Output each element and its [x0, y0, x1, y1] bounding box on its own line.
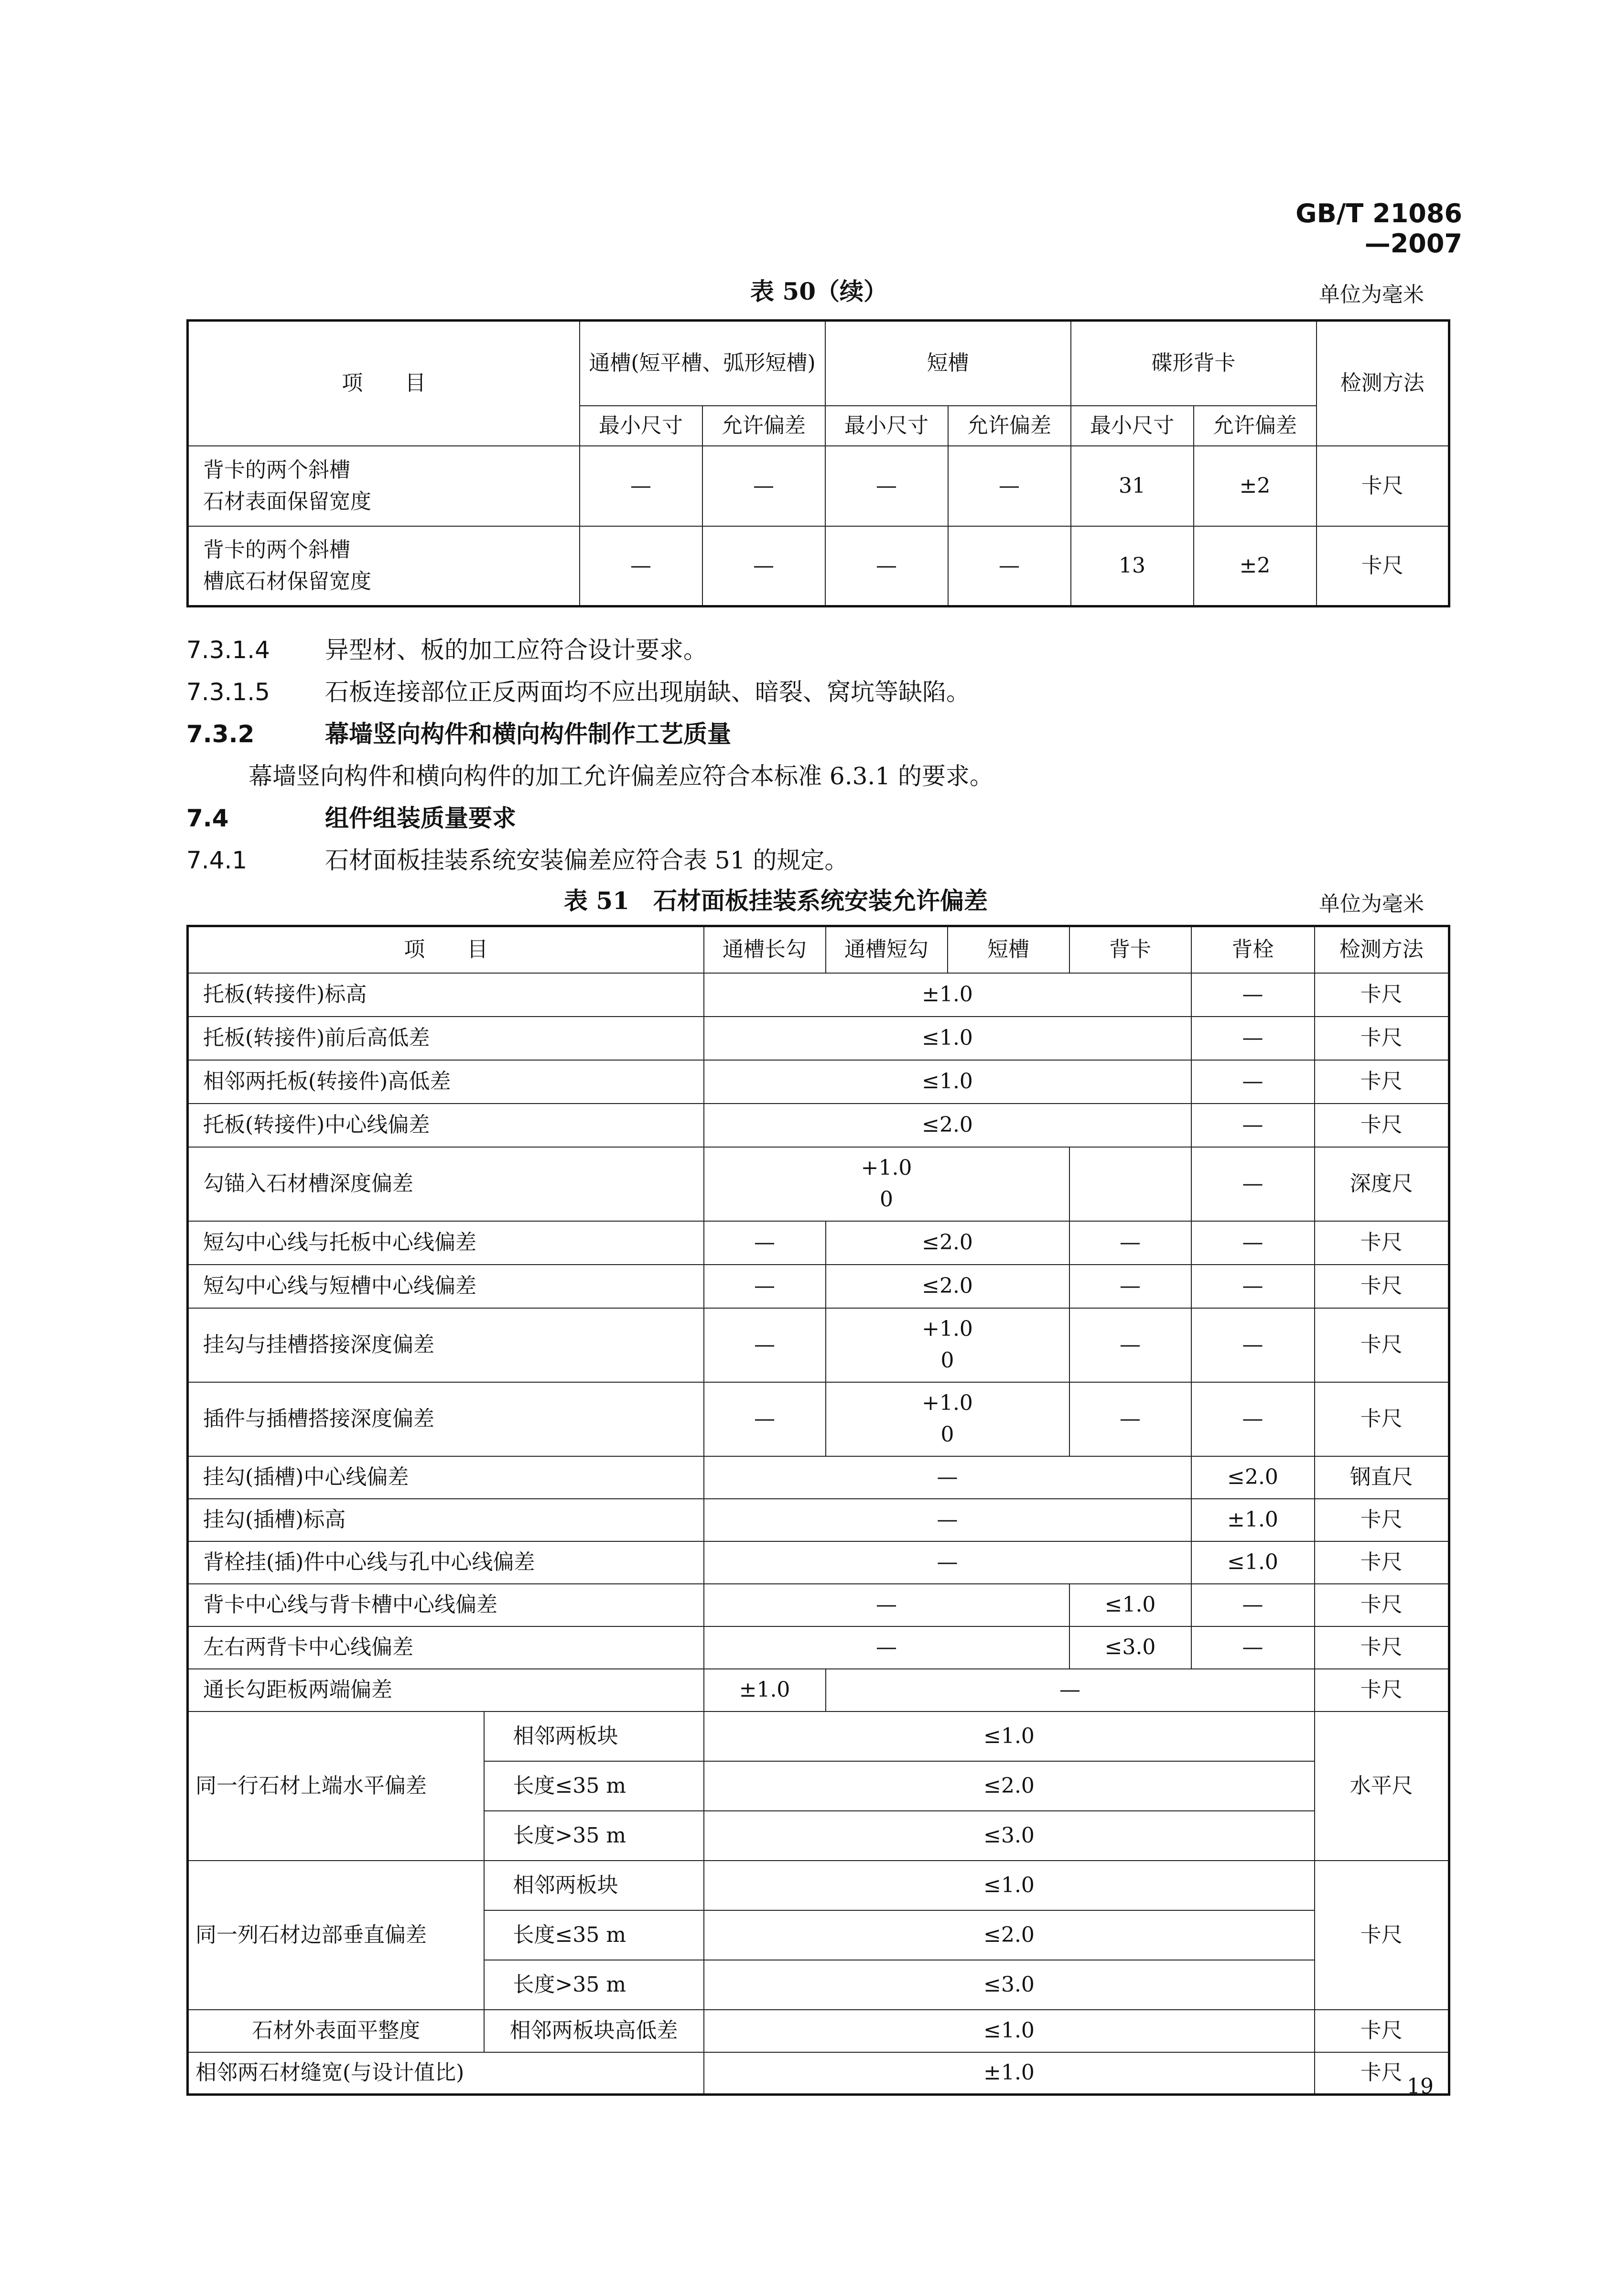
standard-code: GB/T 21086—2007	[1295, 198, 1462, 259]
header-through-slot: 通槽(短平槽、弧形短槽)	[580, 321, 825, 406]
cell: —	[948, 526, 1071, 606]
header-item: 项 目	[188, 321, 580, 446]
cell: —	[704, 1308, 826, 1382]
cell: ≤1.0	[1191, 1541, 1315, 1584]
header-method: 检测方法	[1317, 321, 1449, 446]
table-row	[188, 1541, 1449, 1584]
header-short-slot: 短槽	[948, 926, 1069, 973]
clause-7-3-1-5: 7.3.1.5 石板连接部位正反两面均不应出现崩缺、暗裂、窝坑等缺陷。	[186, 678, 970, 706]
sub-item: 长度≤35 m	[484, 1761, 704, 1811]
table-row	[188, 1499, 1449, 1541]
cell: ≤1.0	[704, 2010, 1315, 2052]
header-tolerance: 允许偏差	[1194, 406, 1317, 446]
header-back-clip: 背卡	[1069, 926, 1191, 973]
cell: ±2	[1194, 446, 1317, 526]
table-row	[188, 1221, 1449, 1265]
table-51-unit: 单位为毫米	[1319, 892, 1424, 916]
table-row	[188, 1265, 1449, 1308]
cell: —	[1191, 1308, 1315, 1382]
header-min-size: 最小尺寸	[825, 406, 948, 446]
cell: ≤2.0	[826, 1265, 1069, 1308]
cell: —	[704, 1541, 1191, 1584]
table-row	[188, 1147, 1449, 1221]
cell: —	[704, 1626, 1069, 1669]
row-item: 勾锚入石材槽深度偏差	[188, 1147, 704, 1221]
cell: —	[1191, 1147, 1315, 1221]
table-row	[188, 1456, 1449, 1499]
cell: ≤1.0	[704, 1017, 1191, 1060]
cell-method: 卡尺	[1315, 1861, 1449, 2010]
header-disc-back-clip: 碟形背卡	[1071, 321, 1317, 406]
cell-method: 卡尺	[1317, 446, 1449, 526]
row-item: 背卡的两个斜槽 石材表面保留宽度	[188, 446, 580, 526]
header-tolerance: 允许偏差	[948, 406, 1071, 446]
cell: —	[825, 446, 948, 526]
cell-method: 钢直尺	[1315, 1456, 1449, 1499]
row-item: 石材外表面平整度	[188, 2010, 484, 2052]
header-back-bolt: 背栓	[1191, 926, 1315, 973]
row-item: 背卡中心线与背卡槽中心线偏差	[188, 1584, 704, 1626]
cell: ≤1.0	[704, 1711, 1315, 1761]
cell: —	[702, 446, 825, 526]
cell: —	[1069, 1221, 1191, 1265]
row-item: 挂勾(插槽)标高	[188, 1499, 704, 1541]
cell: —	[1191, 1104, 1315, 1147]
table-50	[186, 319, 1450, 607]
cell: ≤3.0	[704, 1811, 1315, 1861]
cell: ≤2.0	[1191, 1456, 1315, 1499]
row-item: 同一行石材上端水平偏差	[188, 1711, 484, 1861]
header-min-size: 最小尺寸	[1071, 406, 1194, 446]
table-row	[188, 526, 1449, 606]
cell: —	[704, 1221, 826, 1265]
row-item: 插件与插槽搭接深度偏差	[188, 1382, 704, 1456]
cell-method: 卡尺	[1315, 2052, 1449, 2095]
table-row	[188, 1308, 1449, 1382]
cell-method: 卡尺	[1315, 1669, 1449, 1711]
cell-method: 卡尺	[1315, 1308, 1449, 1382]
table-row	[188, 2010, 1449, 2052]
table-51-caption: 表 51 石材面板挂装系统安装允许偏差	[564, 887, 988, 915]
cell: —	[1191, 1221, 1315, 1265]
cell-method: 卡尺	[1315, 1626, 1449, 1669]
cell: 13	[1071, 526, 1194, 606]
header-through-short-hook: 通槽短勾	[826, 926, 948, 973]
cell: +1.0 0	[826, 1308, 1069, 1382]
cell-method: 卡尺	[1315, 1221, 1449, 1265]
cell: —	[948, 446, 1071, 526]
cell: —	[580, 526, 702, 606]
row-item: 短勾中心线与托板中心线偏差	[188, 1221, 704, 1265]
cell-method: 卡尺	[1315, 1382, 1449, 1456]
cell: ≤2.0	[704, 1104, 1191, 1147]
table-50-unit: 单位为毫米	[1319, 282, 1424, 307]
clause-7-4-heading: 7.4 组件组装质量要求	[186, 804, 516, 832]
row-item: 背卡的两个斜槽 槽底石材保留宽度	[188, 526, 580, 606]
row-item: 挂勾与挂槽搭接深度偏差	[188, 1308, 704, 1382]
cell: —	[704, 1584, 1069, 1626]
cell: +1.0 0	[826, 1382, 1069, 1456]
cell: —	[825, 526, 948, 606]
cell-method: 卡尺	[1315, 1060, 1449, 1104]
cell: —	[704, 1456, 1191, 1499]
row-item: 同一列石材边部垂直偏差	[188, 1861, 484, 2010]
page-number: 19	[1407, 2074, 1434, 2099]
cell-method: 卡尺	[1315, 1584, 1449, 1626]
table-row	[188, 1861, 1449, 1910]
cell: —	[704, 1499, 1191, 1541]
cell: —	[1191, 1382, 1315, 1456]
row-item: 托板(转接件)前后高低差	[188, 1017, 704, 1060]
cell: —	[1191, 1626, 1315, 1669]
cell: ±1.0	[1191, 1499, 1315, 1541]
cell: +1.0 0	[704, 1147, 1069, 1221]
clause-7-3-2-heading: 7.3.2 幕墙竖向构件和横向构件制作工艺质量	[186, 720, 731, 748]
cell: —	[826, 1669, 1315, 1711]
table-row	[188, 1711, 1449, 1761]
sub-item: 长度>35 m	[484, 1960, 704, 2010]
row-item: 左右两背卡中心线偏差	[188, 1626, 704, 1669]
sub-item: 相邻两板块高低差	[484, 2010, 704, 2052]
cell-method: 卡尺	[1315, 973, 1449, 1017]
table-row	[188, 1669, 1449, 1711]
cell: ≤2.0	[704, 1761, 1315, 1811]
cell-method: 水平尺	[1315, 1711, 1449, 1861]
cell: —	[1191, 1060, 1315, 1104]
cell: ≤1.0	[1069, 1584, 1191, 1626]
table-row	[188, 1382, 1449, 1456]
cell: —	[704, 1382, 826, 1456]
clause-7-3-2-body: 幕墙竖向构件和横向构件的加工允许偏差应符合本标准 6.3.1 的要求。	[248, 762, 994, 790]
row-item: 托板(转接件)中心线偏差	[188, 1104, 704, 1147]
row-item: 相邻两石材缝宽(与设计值比)	[188, 2052, 704, 2095]
cell: —	[1069, 1308, 1191, 1382]
table-row	[188, 1104, 1449, 1147]
cell: —	[1069, 1265, 1191, 1308]
table-row	[188, 2052, 1449, 2095]
clause-7-3-1-4: 7.3.1.4 异型材、板的加工应符合设计要求。	[186, 636, 707, 664]
header-min-size: 最小尺寸	[580, 406, 702, 446]
cell: ≤1.0	[704, 1060, 1191, 1104]
table-50-caption: 表 50（续）	[750, 277, 887, 305]
cell-method: 卡尺	[1315, 1104, 1449, 1147]
table-row	[188, 1060, 1449, 1104]
cell-method: 卡尺	[1315, 2010, 1449, 2052]
clause-7-4-1: 7.4.1 石材面板挂装系统安装偏差应符合表 51 的规定。	[186, 846, 849, 874]
sub-item: 相邻两板块	[484, 1861, 704, 1910]
cell-method: 卡尺	[1317, 526, 1449, 606]
cell: ±1.0	[704, 1669, 826, 1711]
header-method: 检测方法	[1315, 926, 1449, 973]
row-item: 通长勾距板两端偏差	[188, 1669, 704, 1711]
header-short-slot: 短槽	[825, 321, 1071, 406]
table-row	[188, 446, 1449, 526]
table-row	[188, 973, 1449, 1017]
cell: ≤1.0	[704, 1861, 1315, 1910]
cell: ±1.0	[704, 2052, 1315, 2095]
row-item: 托板(转接件)标高	[188, 973, 704, 1017]
row-item: 短勾中心线与短槽中心线偏差	[188, 1265, 704, 1308]
cell: 31	[1071, 446, 1194, 526]
table-row	[188, 1584, 1449, 1626]
sub-item: 相邻两板块	[484, 1711, 704, 1761]
cell-method: 卡尺	[1315, 1017, 1449, 1060]
table-51	[186, 925, 1450, 2096]
header-through-long-hook: 通槽长勾	[704, 926, 826, 973]
sub-item: 长度≤35 m	[484, 1910, 704, 1960]
header-tolerance: 允许偏差	[702, 406, 825, 446]
cell: —	[702, 526, 825, 606]
row-item: 背栓挂(插)件中心线与孔中心线偏差	[188, 1541, 704, 1584]
cell: —	[1191, 1265, 1315, 1308]
cell: —	[704, 1265, 826, 1308]
cell: ±1.0	[704, 973, 1191, 1017]
cell-method: 卡尺	[1315, 1265, 1449, 1308]
cell: —	[580, 446, 702, 526]
row-item: 相邻两托板(转接件)高低差	[188, 1060, 704, 1104]
row-item: 挂勾(插槽)中心线偏差	[188, 1456, 704, 1499]
cell: ≤2.0	[704, 1910, 1315, 1960]
cell: ≤3.0	[704, 1960, 1315, 2010]
cell-method: 卡尺	[1315, 1541, 1449, 1584]
cell: ≤3.0	[1069, 1626, 1191, 1669]
cell-empty	[1069, 1147, 1191, 1221]
cell: —	[1069, 1382, 1191, 1456]
header-item: 项 目	[188, 926, 704, 973]
cell: —	[1191, 1017, 1315, 1060]
table-row	[188, 1626, 1449, 1669]
cell: —	[1191, 973, 1315, 1017]
cell: ≤2.0	[826, 1221, 1069, 1265]
cell-method: 深度尺	[1315, 1147, 1449, 1221]
sub-item: 长度>35 m	[484, 1811, 704, 1861]
cell-method: 卡尺	[1315, 1499, 1449, 1541]
cell: —	[1191, 1584, 1315, 1626]
table-row	[188, 1017, 1449, 1060]
cell: ±2	[1194, 526, 1317, 606]
